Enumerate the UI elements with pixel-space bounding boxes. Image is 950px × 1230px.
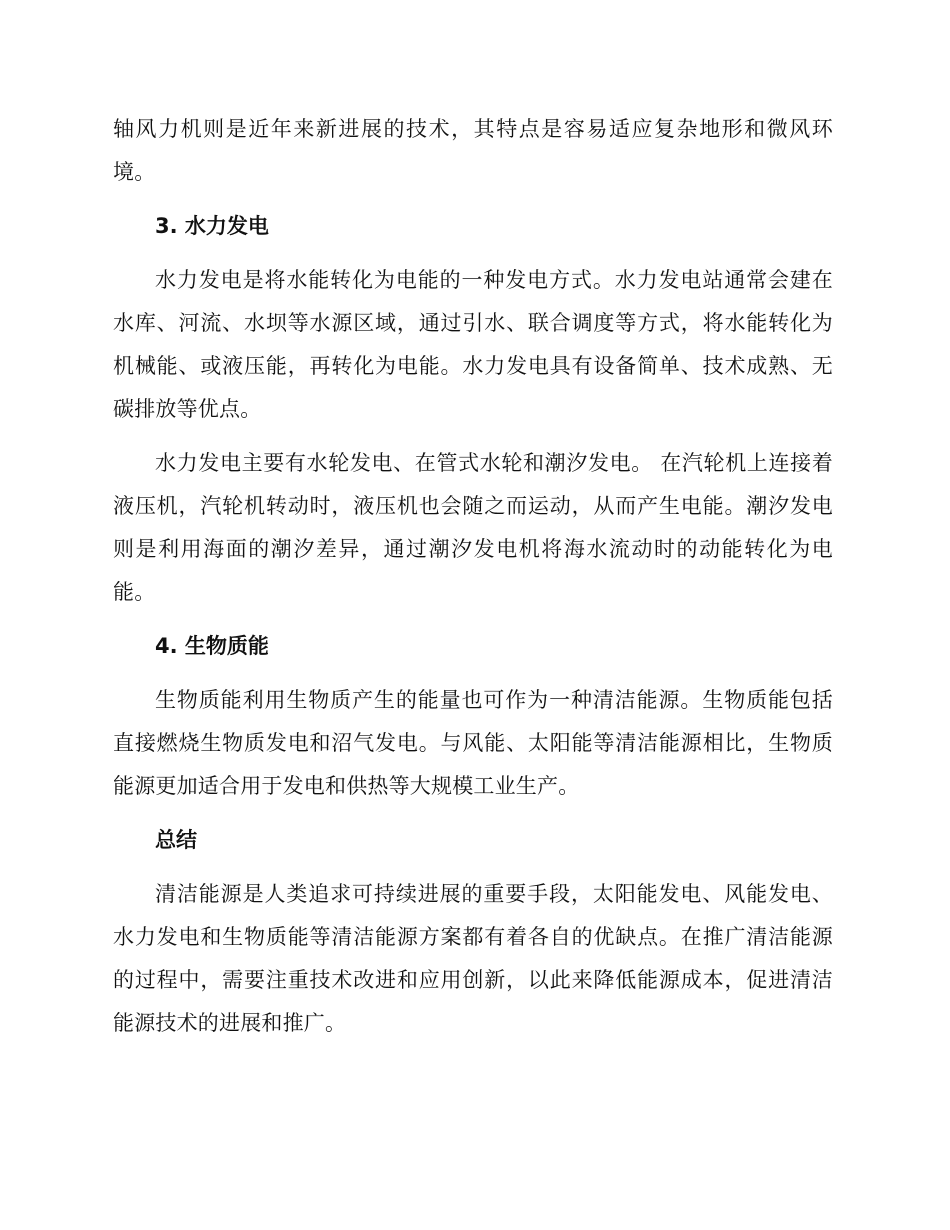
paragraph-hydropower-types: 水力发电主要有水轮发电、在管式水轮和潮汐发电。 在汽轮机上连接着液压机，汽轮机转动时，液压机也会随之而运动，从而产生电能。潮汐发电则是利用海面的潮汐差异，通过潮汐发电机将海水流动时的动能转化为电能。 [113,451,833,604]
section-heading-hydropower: 3. 水力发电 [155,214,269,238]
section-heading-summary: 总结 [155,828,197,852]
continuation-paragraph: 轴风力机则是近年来新进展的技术，其特点是容易适应复杂地形和微风环境。 [113,117,833,184]
section-heading-biomass: 4. 生物质能 [155,634,269,658]
document-body [113,108,833,1045]
paragraph-summary: 清洁能源是人类追求可持续进展的重要手段，太阳能发电、风能发电、水力发电和生物质能等清洁能源方案都有着各自的优缺点。在推广清洁能源的过程中，需要注重技术改进和应用创新，以此来降低能源成本，促进清洁能源技术的进展和推广。 [113,882,833,1035]
paragraph-biomass: 生物质能利用生物质产生的能量也可作为一种清洁能源。生物质能包括直接燃烧生物质发电和沼气发电。与风能、太阳能等清洁能源相比，生物质能源更加适合用于发电和供热等大规模工业生产。 [113,688,833,798]
paragraph-hydropower-intro: 水力发电是将水能转化为电能的一种发电方式。水力发电站通常会建在水库、河流、水坝等水源区域，通过引水、联合调度等方式，将水能转化为机械能、或液压能，再转化为电能。水力发电具有设备简单、技术成熟、无碳排放等优点。 [113,268,833,421]
